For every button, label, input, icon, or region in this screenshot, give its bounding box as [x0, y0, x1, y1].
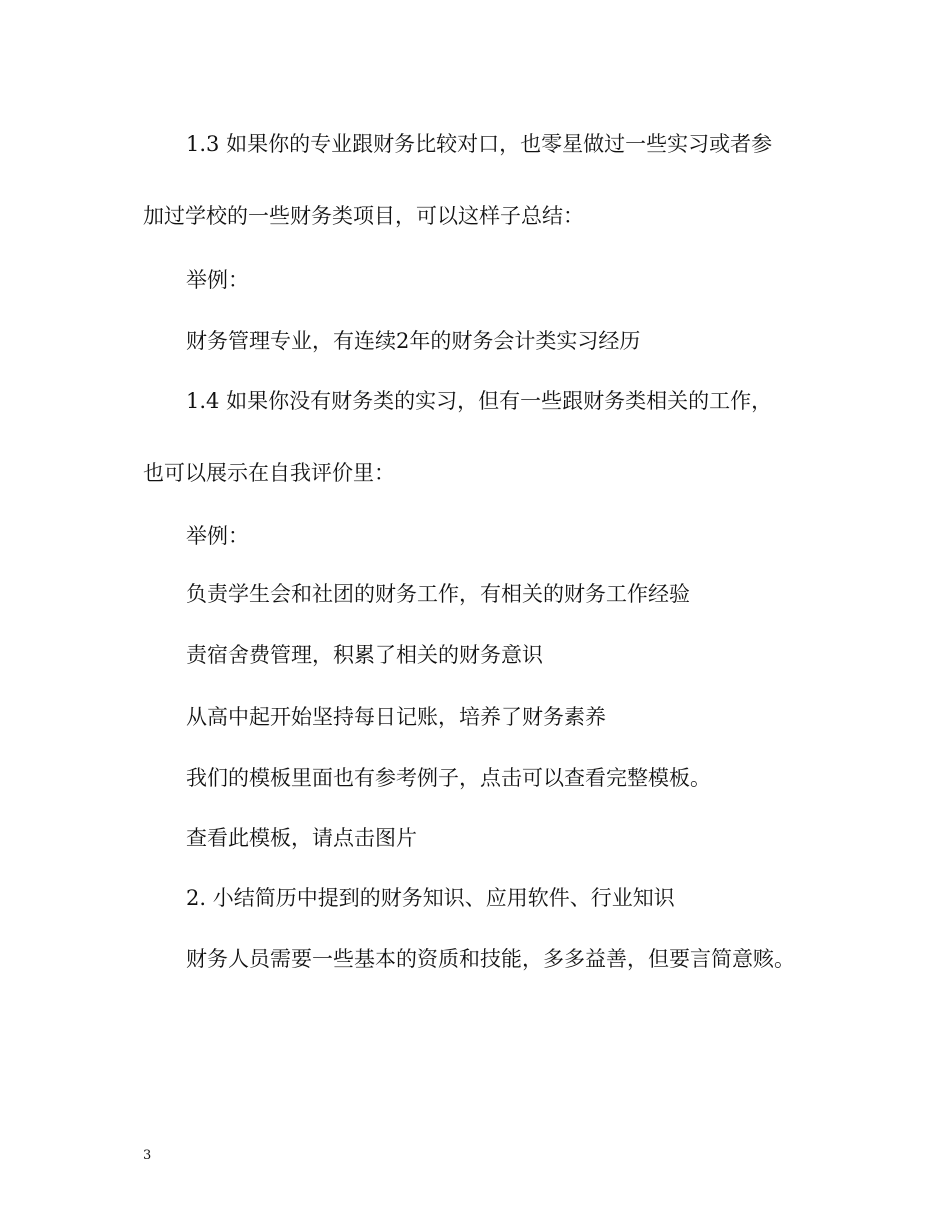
paragraph-1-3-line-1: 1.3 如果你的专业跟财务比较对口，也零星做过一些实习或者参	[186, 132, 773, 156]
example-text-2a: 负责学生会和社团的财务工作，有相关的财务工作经验	[186, 582, 690, 606]
example-text-1: 财务管理专业，有连续2年的财务会计类实习经历	[186, 329, 641, 353]
paragraph-1-3-line-2: 加过学校的一些财务类项目，可以这样子总结：	[143, 204, 584, 228]
example-text-2c: 从高中起开始坚持每日记账，培养了财务素养	[186, 705, 606, 729]
example-label-2: 举例：	[186, 524, 249, 548]
section-2-heading: 2. 小结简历中提到的财务知识、应用软件、行业知识	[186, 886, 675, 910]
paragraph-1-4-line-2: 也可以展示在自我评价里：	[143, 461, 395, 485]
template-link-text: 查看此模板，请点击图片	[186, 826, 417, 850]
page-number: 3	[143, 1148, 152, 1163]
example-text-2b: 责宿舍费管理，积累了相关的财务意识	[186, 643, 543, 667]
section-2-text: 财务人员需要一些基本的资质和技能，多多益善，但要言简意赅。	[186, 947, 795, 971]
example-label-1: 举例：	[186, 268, 249, 292]
paragraph-1-4-line-1: 1.4 如果你没有财务类的实习，但有一些跟财务类相关的工作，	[186, 389, 773, 413]
template-note: 我们的模板里面也有参考例子，点击可以查看完整模板。	[186, 766, 711, 790]
